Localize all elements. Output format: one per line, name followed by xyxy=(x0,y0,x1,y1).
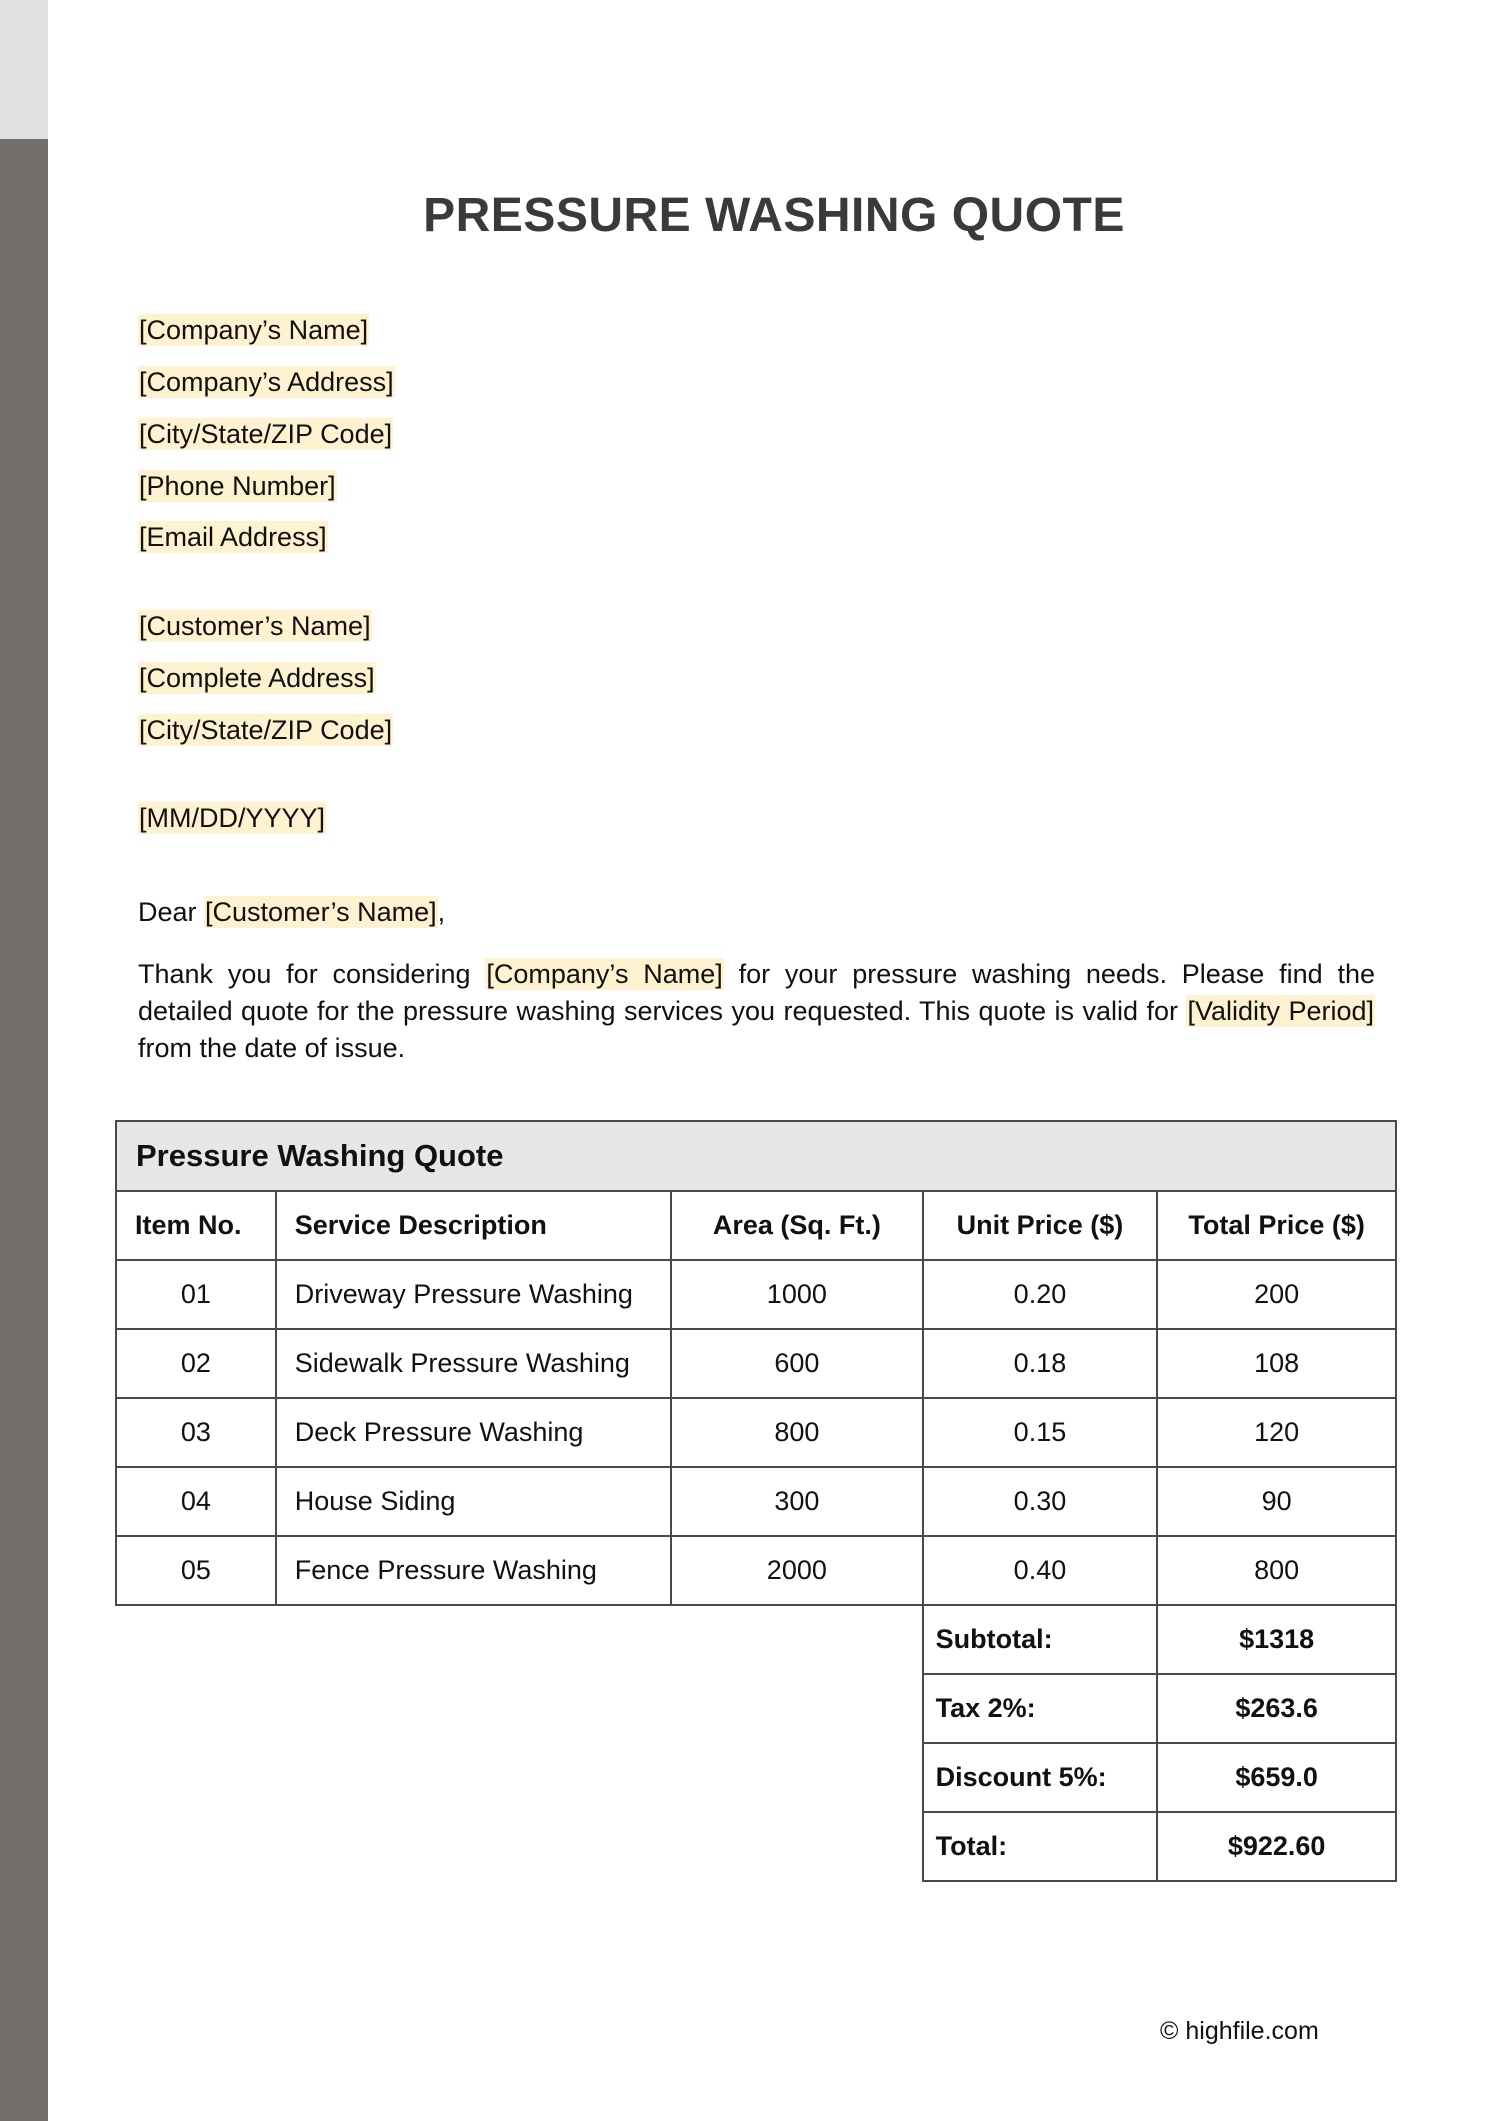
cell-unit-price[interactable]: 0.15 xyxy=(923,1398,1158,1467)
sender-email[interactable]: [Email Address] xyxy=(139,522,327,552)
cell-description[interactable]: House Siding xyxy=(276,1467,671,1536)
left-sidebar-top-block xyxy=(0,0,48,139)
cell-total-price[interactable]: 108 xyxy=(1157,1329,1396,1398)
page-title: PRESSURE WASHING QUOTE xyxy=(423,189,1125,242)
cell-total-price[interactable]: 90 xyxy=(1157,1467,1396,1536)
recipient-city-state-zip[interactable]: [City/State/ZIP Code] xyxy=(139,715,393,745)
left-sidebar-bar xyxy=(0,0,48,2121)
cell-description[interactable]: Sidewalk Pressure Washing xyxy=(276,1329,671,1398)
subtotal-value[interactable]: $1318 xyxy=(1157,1605,1396,1674)
table-row xyxy=(116,1329,1396,1398)
summary-row-tax xyxy=(116,1674,1396,1743)
table-title-row xyxy=(116,1121,1396,1191)
header-total-price: Total Price ($) xyxy=(1157,1191,1396,1260)
cell-description[interactable]: Deck Pressure Washing xyxy=(276,1398,671,1467)
tax-label: Tax 2%: xyxy=(923,1674,1158,1743)
cell-item-no[interactable]: 02 xyxy=(116,1329,276,1398)
table-row xyxy=(116,1260,1396,1329)
discount-label: Discount 5%: xyxy=(923,1743,1158,1812)
salutation-customer-name[interactable]: [Customer’s Name] xyxy=(205,897,437,927)
recipient-customer-name[interactable]: [Customer’s Name] xyxy=(139,611,371,641)
cell-unit-price[interactable]: 0.18 xyxy=(923,1329,1158,1398)
cell-unit-price[interactable]: 0.40 xyxy=(923,1536,1158,1605)
summary-row-discount xyxy=(116,1743,1396,1812)
cell-total-price[interactable]: 120 xyxy=(1157,1398,1396,1467)
sender-company-address[interactable]: [Company’s Address] xyxy=(139,367,394,397)
cell-total-price[interactable]: 200 xyxy=(1157,1260,1396,1329)
summary-spacer xyxy=(116,1743,923,1812)
table-row xyxy=(116,1467,1396,1536)
intro-validity-period[interactable]: [Validity Period] xyxy=(1187,996,1374,1026)
cell-item-no[interactable]: 03 xyxy=(116,1398,276,1467)
discount-value[interactable]: $659.0 xyxy=(1157,1743,1396,1812)
quote-date[interactable]: [MM/DD/YYYY] xyxy=(139,803,326,833)
cell-item-no[interactable]: 05 xyxy=(116,1536,276,1605)
intro-text-1: Thank you for considering xyxy=(138,959,486,989)
header-service-description: Service Description xyxy=(276,1191,671,1260)
total-label: Total: xyxy=(923,1812,1158,1881)
table-row xyxy=(116,1398,1396,1467)
table-row xyxy=(116,1536,1396,1605)
cell-area[interactable]: 2000 xyxy=(671,1536,923,1605)
tax-value[interactable]: $263.6 xyxy=(1157,1674,1396,1743)
sender-company-name[interactable]: [Company’s Name] xyxy=(139,315,369,345)
subtotal-label: Subtotal: xyxy=(923,1605,1158,1674)
intro-company-name[interactable]: [Company’s Name] xyxy=(486,959,723,989)
cell-unit-price[interactable]: 0.30 xyxy=(923,1467,1158,1536)
cell-area[interactable]: 1000 xyxy=(671,1260,923,1329)
cell-description[interactable]: Fence Pressure Washing xyxy=(276,1536,671,1605)
total-value[interactable]: $922.60 xyxy=(1157,1812,1396,1881)
summary-row-total xyxy=(116,1812,1396,1881)
salutation-prefix: Dear xyxy=(138,897,205,927)
header-unit-price: Unit Price ($) xyxy=(923,1191,1158,1260)
summary-spacer xyxy=(116,1674,923,1743)
header-area: Area (Sq. Ft.) xyxy=(671,1191,923,1260)
cell-total-price[interactable]: 800 xyxy=(1157,1536,1396,1605)
summary-spacer xyxy=(116,1605,923,1674)
cell-item-no[interactable]: 01 xyxy=(116,1260,276,1329)
quote-table xyxy=(115,1120,1397,1882)
header-item-no: Item No. xyxy=(116,1191,276,1260)
recipient-address[interactable]: [Complete Address] xyxy=(139,663,375,693)
intro-paragraph xyxy=(138,956,1375,1067)
salutation-suffix: , xyxy=(437,897,446,927)
cell-unit-price[interactable]: 0.20 xyxy=(923,1260,1158,1329)
sender-city-state-zip[interactable]: [City/State/ZIP Code] xyxy=(139,419,393,449)
cell-item-no[interactable]: 04 xyxy=(116,1467,276,1536)
summary-spacer xyxy=(116,1812,923,1881)
sender-phone[interactable]: [Phone Number] xyxy=(139,471,336,501)
intro-text-2: for your pressure washing needs. Please find the detailed quote for the pressure washing services you requested. This quote is valid for xyxy=(138,959,1375,1026)
table-header-row xyxy=(116,1191,1396,1260)
cell-area[interactable]: 600 xyxy=(671,1329,923,1398)
cell-description[interactable]: Driveway Pressure Washing xyxy=(276,1260,671,1329)
intro-text-3: from the date of issue. xyxy=(138,1033,406,1063)
summary-row-subtotal xyxy=(116,1605,1396,1674)
cell-area[interactable]: 800 xyxy=(671,1398,923,1467)
footer-copyright[interactable]: © highfile.com xyxy=(1160,2017,1319,2045)
cell-area[interactable]: 300 xyxy=(671,1467,923,1536)
table-title: Pressure Washing Quote xyxy=(116,1121,1396,1191)
